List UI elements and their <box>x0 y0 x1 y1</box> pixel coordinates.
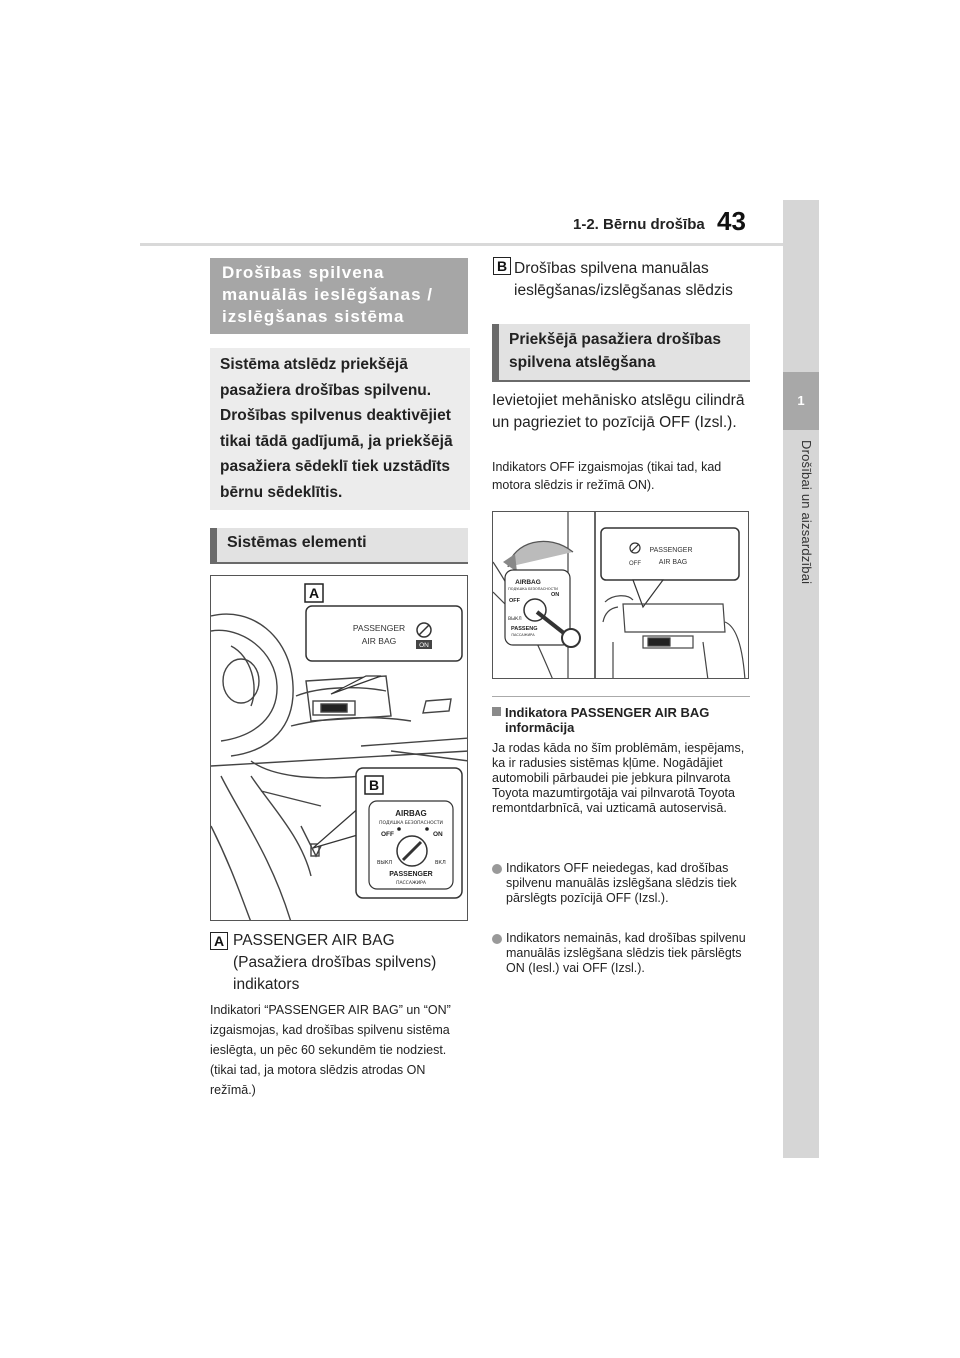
subheading-system-components: Sistēmas elementi <box>210 528 468 564</box>
indicator-panel-r <box>601 528 739 580</box>
switch-passenger-ru-text-r: ПАССАЖИРА <box>511 633 535 637</box>
list-item <box>492 931 750 976</box>
switch-on-ru-text: ВКЛ <box>435 860 446 866</box>
key-switch-figure <box>492 511 749 679</box>
switch-title-text-r: AIRBAG <box>515 579 541 586</box>
figure-label-b-text: B <box>368 777 380 793</box>
key-icon <box>562 629 580 647</box>
indicator-text-line1-r: PASSENGER <box>649 547 693 554</box>
switch-off-ru-text-r: ВЫКЛ <box>508 617 522 622</box>
caption-passenger-airbag-indicator: PASSENGER AIR BAG (Pasažiera drošības spilvens) indikators <box>233 932 437 993</box>
callout-indicator-frame <box>306 606 462 661</box>
switch-title-text: AIRBAG <box>395 809 427 818</box>
caption-indicator-note: Indikatori “PASSENGER AIR BAG” un “ON” izgaismojas, kad drošības spilvenu sistēma ieslēgta, un pēc 60 sekundēm tie nodziest. (tikai tad, ja motora slēdzis atrodas ON režīmā.) <box>210 1003 451 1097</box>
chapter-title: Drošībai un aizsardzībai <box>799 440 814 585</box>
indicator-on-text: ON <box>419 642 429 649</box>
page-number: 43 <box>717 206 746 236</box>
switch-passenger-text-r: PASSENG <box>511 626 538 632</box>
square-bullet-icon <box>492 707 501 716</box>
caption-label-b: B <box>493 257 511 275</box>
bullet-dot-icon <box>492 934 502 944</box>
warning-info-box: Sistēma atslēdz priekšējā pasažiera drošības spilvenu. Drošības spilvenus deaktivējiet tikai tādā gadījumā, ja priekšējā pasažiera sēdeklī tiek uzstādīts bērnu sēdeklītis. <box>210 348 470 510</box>
switch-off-text: OFF <box>381 831 394 838</box>
instruction-note: Indikators OFF izgaismojas (tikai tad, kad motora slēdzis ir režīmā ON). <box>492 460 722 492</box>
list-item <box>492 861 750 906</box>
dashboard-illustration <box>211 576 468 921</box>
indicator-info-heading-text: Indikatora PASSENGER AIR BAG informācija <box>505 705 710 735</box>
indicator-info-heading <box>492 705 750 735</box>
figure-label-a-text: A <box>308 585 320 601</box>
switch-passenger-text: PASSENGER <box>389 871 433 878</box>
switch-title-ru-text: ПОДУШКА БЕЗОПАСНОСТИ <box>379 821 443 826</box>
switch-passenger-ru-text: ПАССАЖИРА <box>396 881 426 886</box>
indicator-text-line2: AIR BAG <box>361 636 397 646</box>
list-item-text: Indikators OFF neiedegas, kad drošības spilvenu manuālās izslēgšana slēdzis tiek pārslēgts pozīcijā OFF (Izsl.). <box>506 861 737 905</box>
switch-on-text: ON <box>433 831 443 838</box>
switch-off-ru-text: ВЫКЛ <box>377 860 393 866</box>
rotate-arrow-icon <box>508 541 573 567</box>
indicator-info-text: Ja rodas kāda no šīm problēmām, iespējams, ka ir radusies sistēmas kļūme. Nogādājiet automobili pārbaudei pie jebkura pilnvarota Toyota mazumtirgotāja vai pilnvarotā Toyota remontdarbnīcā, vai uzticamā autoservisā. <box>492 741 745 815</box>
dashboard-figure <box>210 575 468 921</box>
indicator-text-line2-r: AIR BAG <box>658 559 688 566</box>
section-divider <box>492 696 750 697</box>
switch-off-text-r: OFF <box>509 598 520 604</box>
caption-label-a: A <box>210 932 228 950</box>
list-item-text: Indikators nemainās, kad drošības spilvenu manuālās izslēgšana slēdzis tiek pārslēgts ON (Iesl.) vai OFF (Izsl.). <box>506 931 746 975</box>
indicator-text-line1: PASSENGER <box>352 623 406 633</box>
section-title: 1-2. Bērnu drošība <box>573 216 705 233</box>
main-section-title: Drošības spilvena manuālās ieslēgšanas / izslēgšanas sistēma <box>210 258 468 334</box>
key-switch-illustration <box>493 512 749 679</box>
header-rule <box>140 243 786 246</box>
caption-manual-switch: Drošības spilvena manuālas ieslēgšanas/izslēgšanas slēdzis <box>514 260 733 299</box>
indicator-off-text: OFF <box>629 561 641 567</box>
subheading-disable-airbag: Priekšējā pasažiera drošības spilvena atslēgšana <box>492 324 750 382</box>
chapter-number: 1 <box>783 372 819 430</box>
bullet-dot-icon <box>492 864 502 874</box>
instruction-text: Ievietojiet mehānisko atslēgu cilindrā un pagrieziet to pozīcijā OFF (Izsl.). <box>492 392 745 431</box>
switch-title-ru-text-r: ПОДУШКА БЕЗОПАСНОСТИ <box>508 587 558 591</box>
switch-on-text-r: ON <box>551 592 560 598</box>
